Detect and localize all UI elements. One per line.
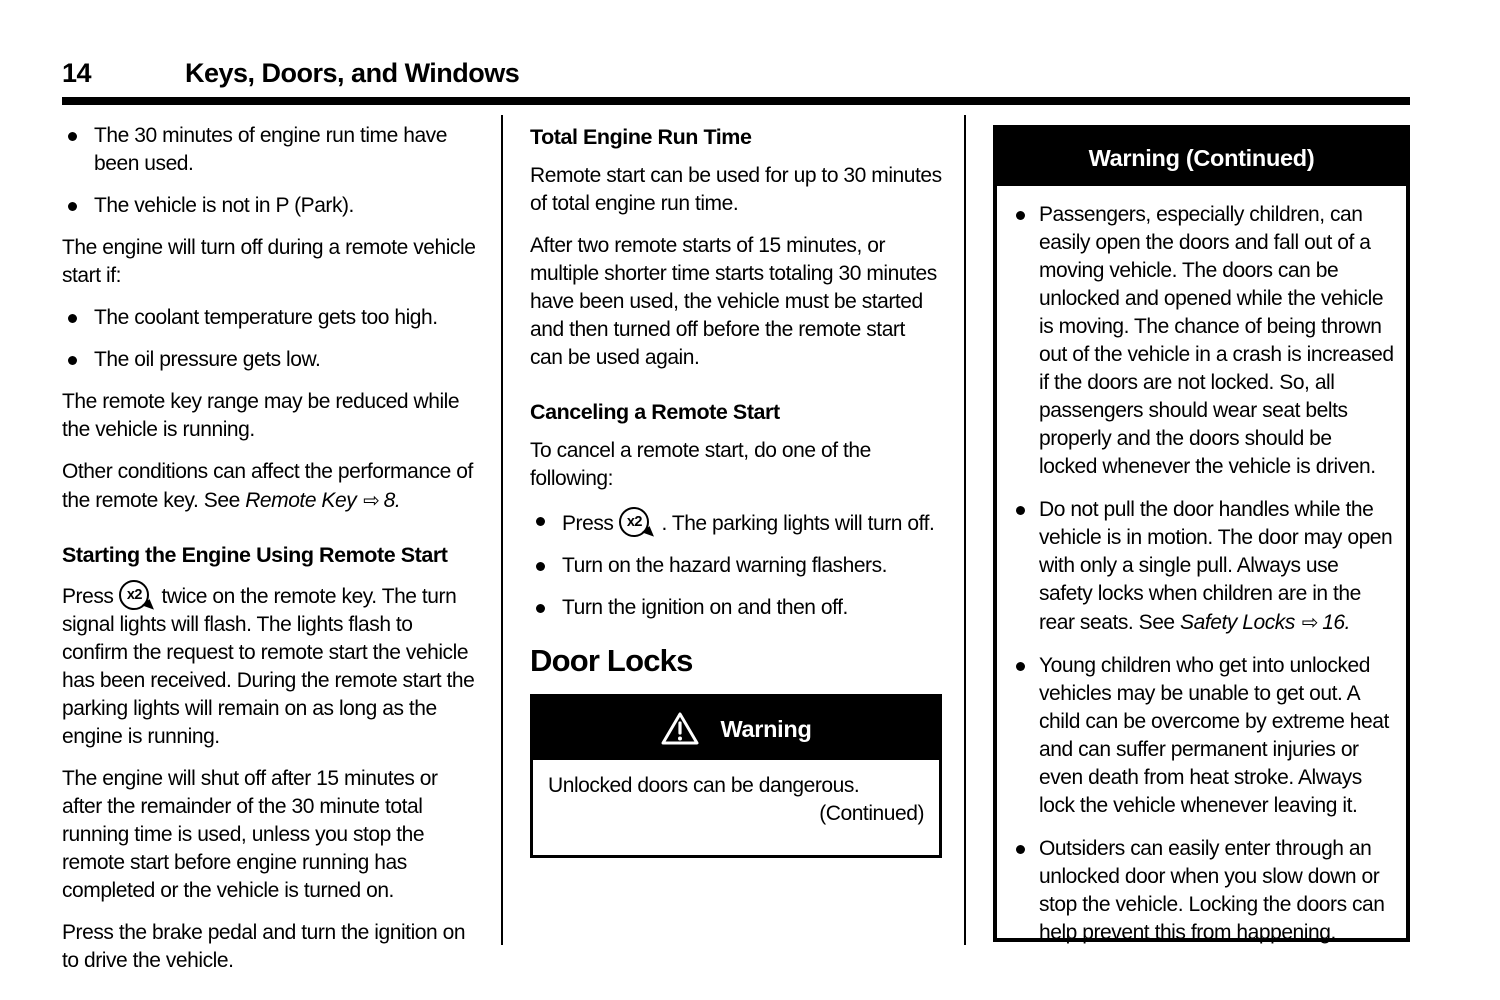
list-item [62,122,478,178]
list-item-text: Outsiders can easily enter through an unlocked door when you slow down or stop the vehicle. Locking the doors can help prevent this from happening. [1039,837,1385,944]
xref-arrow-icon: ⇨ [363,488,380,512]
paragraph-cancel-intro: To cancel a remote start, do one of the following: [530,439,871,490]
xref-arrow-icon: ⇨ [1301,610,1319,634]
warning-box [530,694,942,858]
warning-box-header [533,697,939,760]
list-item-text: The oil pressure gets low. [94,348,321,371]
warning-continued-title: Warning (Continued) [1088,144,1315,171]
column-divider [501,115,503,945]
list-item-text: The coolant temperature gets too high. [94,306,438,329]
list-item-text: The vehicle is not in P (Park). [94,194,354,217]
warning-box-title: Warning [720,715,812,742]
bullet-dot [68,132,77,141]
press-post-text: twice on the remote key. The turn signal lights will flash. The lights flash to confirm the request to remote start the vehicle has been received. During the remote start the parking lights will remain on as long as the engine is running. [62,585,475,748]
list-item-text [1039,496,1394,637]
paragraph-engine-turnoff: The engine will turn off during a remote vehicle start if: [62,236,476,287]
press-pre-text: Press [62,585,114,608]
list-item [1011,496,1394,637]
list-item [1011,652,1394,820]
bullet-dot [536,517,545,526]
x2-icon-label: x2 [119,580,149,610]
paragraph-press-x2 [62,580,478,751]
heading-canceling-remote-start: Canceling a Remote Start [530,400,780,424]
heading-starting-remote-start: Starting the Engine Using Remote Start [62,543,448,567]
x2-icon-label: x2 [619,507,649,537]
list-item [530,594,942,622]
paragraph-key-range: The remote key range may be reduced while the vehicle is running. [62,390,460,441]
xref-pre-text: Do not pull the door handles while the vehicle is in motion. The door may open with only a single pull. Always use safety locks when children are in the rear seats. See [1039,498,1393,634]
warning-continued-header [997,129,1406,186]
paragraph-engine-shutoff: The engine will shut off after 15 minutes or after the remainder of the 30 minute total running time is used, unless you stop the remote start before engine running has completed or the vehicle is turned on. [62,767,438,902]
list-item-text: Turn the ignition on and then off. [562,596,848,619]
bullet-dot [1016,211,1025,220]
bullet-dot [1016,662,1025,671]
list-item-text: Young children who get into unlocked vehicles may be unable to get out. A child can be overcome by extreme heat and can suffer permanent injuries or even death from heat stroke. Always lock the vehicle whenever leaving it. [1039,654,1389,817]
press-post-text: . The parking lights will turn off. [661,512,935,535]
list-item [1011,835,1394,947]
list-item [1011,201,1394,481]
page-number: 14 [62,58,92,88]
warning-triangle-icon [660,711,700,747]
xref-page-number: 16. [1322,611,1351,634]
bullet-dot [536,604,545,613]
warning-continued-box [993,125,1410,942]
bullet-dot [1016,506,1025,515]
warning-box-body [533,760,939,855]
paragraph-total-1: Remote start can be used for up to 30 minutes of total engine run time. [530,164,942,215]
header-rule [62,97,1410,105]
remote-start-x2-icon [119,580,156,611]
list-item [530,507,942,538]
list-item-text: Passengers, especially children, can easily open the doors and fall out of a moving vehicle. The doors can be unlocked and opened while the vehicle is moving. The chance of being thrown out of the vehicle in a crash is increased if the doors are not locked. So, all passengers should wear seat belts properly and the doors should be locked whenever the vehicle is driven. [1039,203,1394,478]
list-item [530,552,942,580]
heading-door-locks: Door Locks [530,643,693,678]
heading-total-engine-run-time: Total Engine Run Time [530,125,752,149]
remote-start-x2-icon [619,507,656,538]
paragraph-brake-pedal: Press the brake pedal and turn the ignition on to drive the vehicle. [62,921,466,972]
bullet-dot [68,356,77,365]
warning-box-continued: (Continued) [819,802,924,825]
list-item-text [562,507,942,538]
list-item-text: Turn on the hazard warning flashers. [562,554,888,577]
xref-pre-text: Other conditions can affect the performance of the remote key. See [62,460,473,512]
bullet-dot [68,314,77,323]
paragraph-total-2: After two remote starts of 15 minutes, or multiple shorter time starts totaling 30 minutes have been used, the vehicle must be started and then turned off before the remote start can be used again. [530,234,937,369]
warning-continued-body [997,186,1406,947]
list-item [62,192,478,220]
column-left [62,122,478,989]
list-item [62,346,478,374]
bullet-dot [1016,845,1025,854]
bullet-dot [536,562,545,571]
column-divider [964,115,966,945]
press-pre-text: Press [562,512,614,535]
xref-remote-key: Remote Key [245,489,357,512]
xref-safety-locks: Safety Locks [1180,611,1295,634]
column-middle [530,122,942,858]
paragraph-other-conditions [62,458,478,515]
warning-box-text: Unlocked doors can be dangerous. [548,774,860,797]
bullet-dot [68,202,77,211]
list-item-text: The 30 minutes of engine run time have been used. [94,124,447,175]
list-item [62,304,478,332]
page-title: Keys, Doors, and Windows [185,58,520,88]
xref-page-number: 8. [383,489,401,512]
